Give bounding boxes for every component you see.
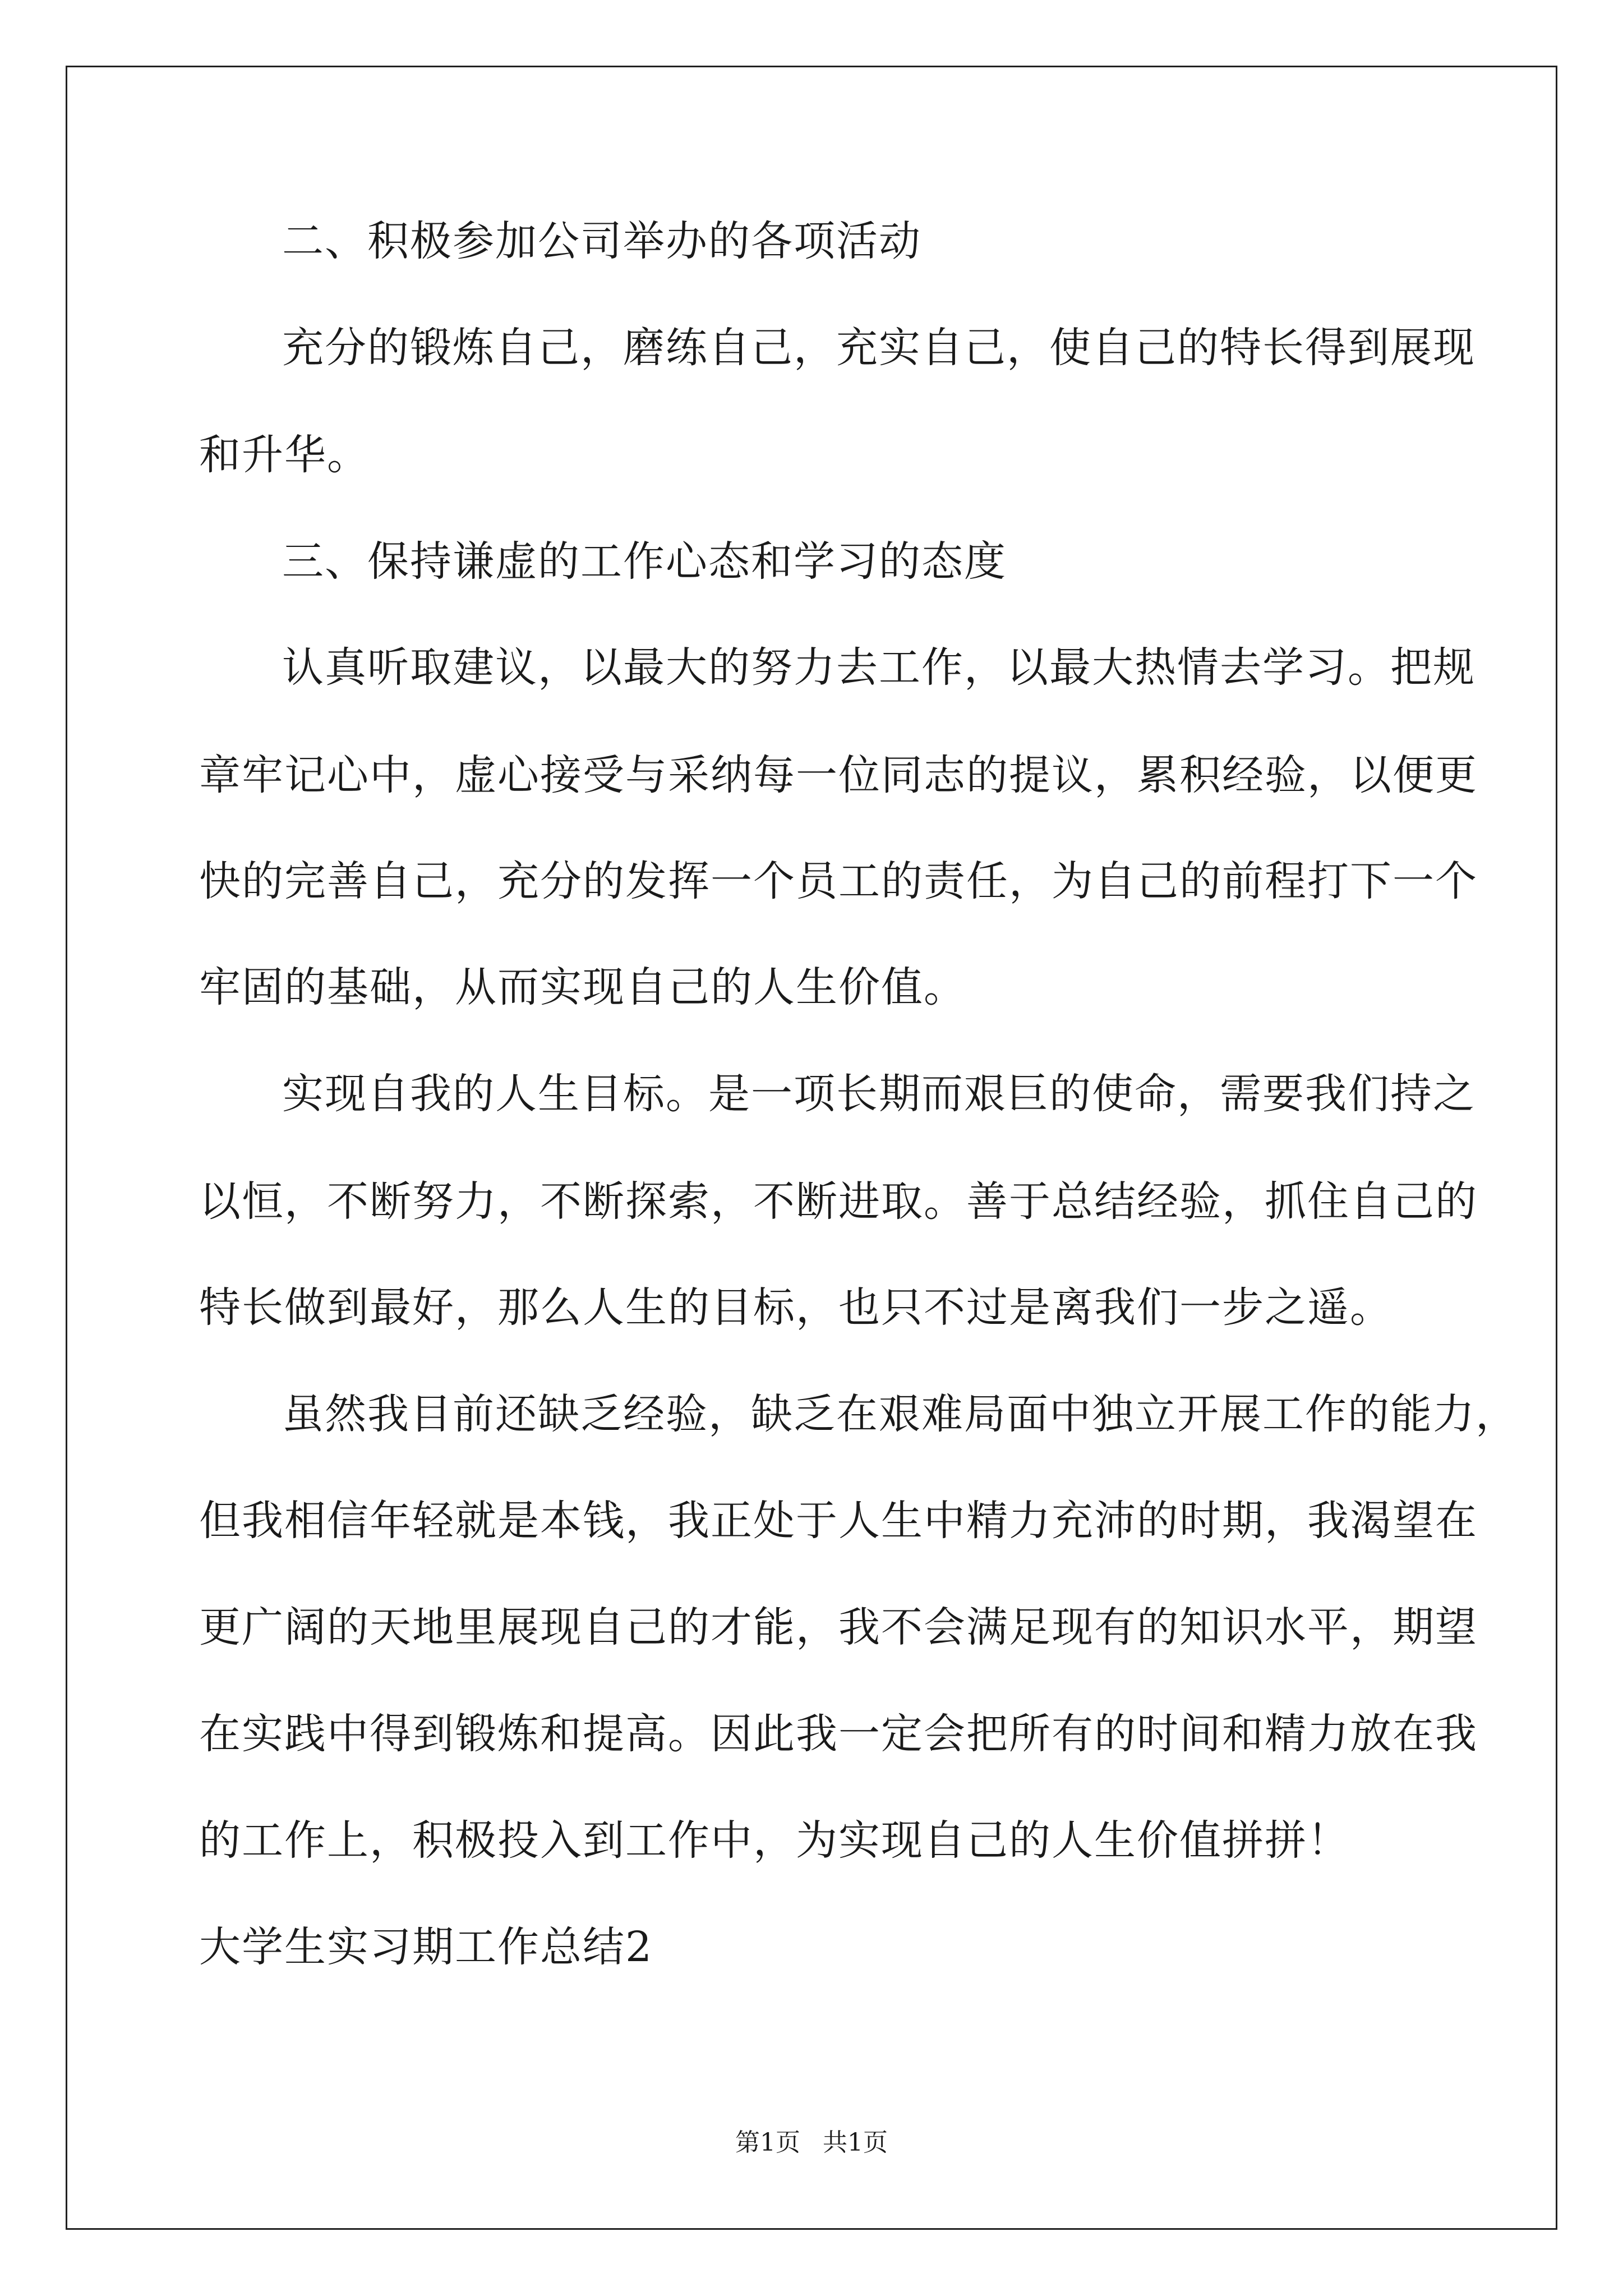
paragraph-line: 虽然我目前还缺乏经验，缺乏在艰难局面中独立开展工作的能力， [282, 1390, 1518, 1438]
paragraph-line: 牢固的基础，从而实现自己的人生价值。 [199, 963, 966, 1011]
section-heading-activities: 二、积极参加公司举办的各项活动 [282, 217, 921, 265]
section-heading-attitude: 三、保持谦虚的工作心态和学习的态度 [282, 537, 1007, 586]
paragraph-line: 认真听取建议，以最大的努力去工作，以最大热情去学习。把规 [282, 643, 1476, 692]
paragraph-line: 充分的锻炼自己，磨练自己，充实自己，使自己的特长得到展现 [282, 324, 1476, 372]
paragraph-line: 章牢记心中，虚心接受与采纳每一位同志的提议，累积经验，以便更 [199, 751, 1478, 799]
paragraph-line: 在实践中得到锻炼和提高。因此我一定会把所有的时间和精力放在我 [199, 1710, 1478, 1758]
paragraph-line: 但我相信年轻就是本钱，我正处于人生中精力充沛的时期，我渴望在 [199, 1497, 1478, 1545]
page-border [66, 66, 1557, 2230]
page-total: 共1页 [823, 2128, 888, 2157]
paragraph-line: 特长做到最好，那么人生的目标，也只不过是离我们一步之遥。 [199, 1283, 1393, 1332]
paragraph-line: 实现自我的人生目标。是一项长期而艰巨的使命，需要我们持之 [282, 1070, 1476, 1118]
paragraph-line: 快的完善自己，充分的发挥一个员工的责任，为自己的前程打下一个 [199, 857, 1478, 905]
paragraph-line: 和升华。 [199, 431, 370, 479]
paragraph-line: 更广阔的天地里展现自己的才能，我不会满足现有的知识水平，期望 [199, 1603, 1478, 1651]
paragraph-line: 的工作上，积极投入到工作中，为实现自己的人生价值拼拼！ [199, 1816, 1350, 1865]
paragraph-line: 以恒，不断努力，不断探索，不断进取。善于总结经验，抓住自己的 [199, 1177, 1478, 1226]
page-footer [0, 2126, 1623, 2160]
document-title-2: 大学生实习期工作总结2 [199, 1923, 653, 1971]
page-number: 第1页 [735, 2128, 800, 2157]
